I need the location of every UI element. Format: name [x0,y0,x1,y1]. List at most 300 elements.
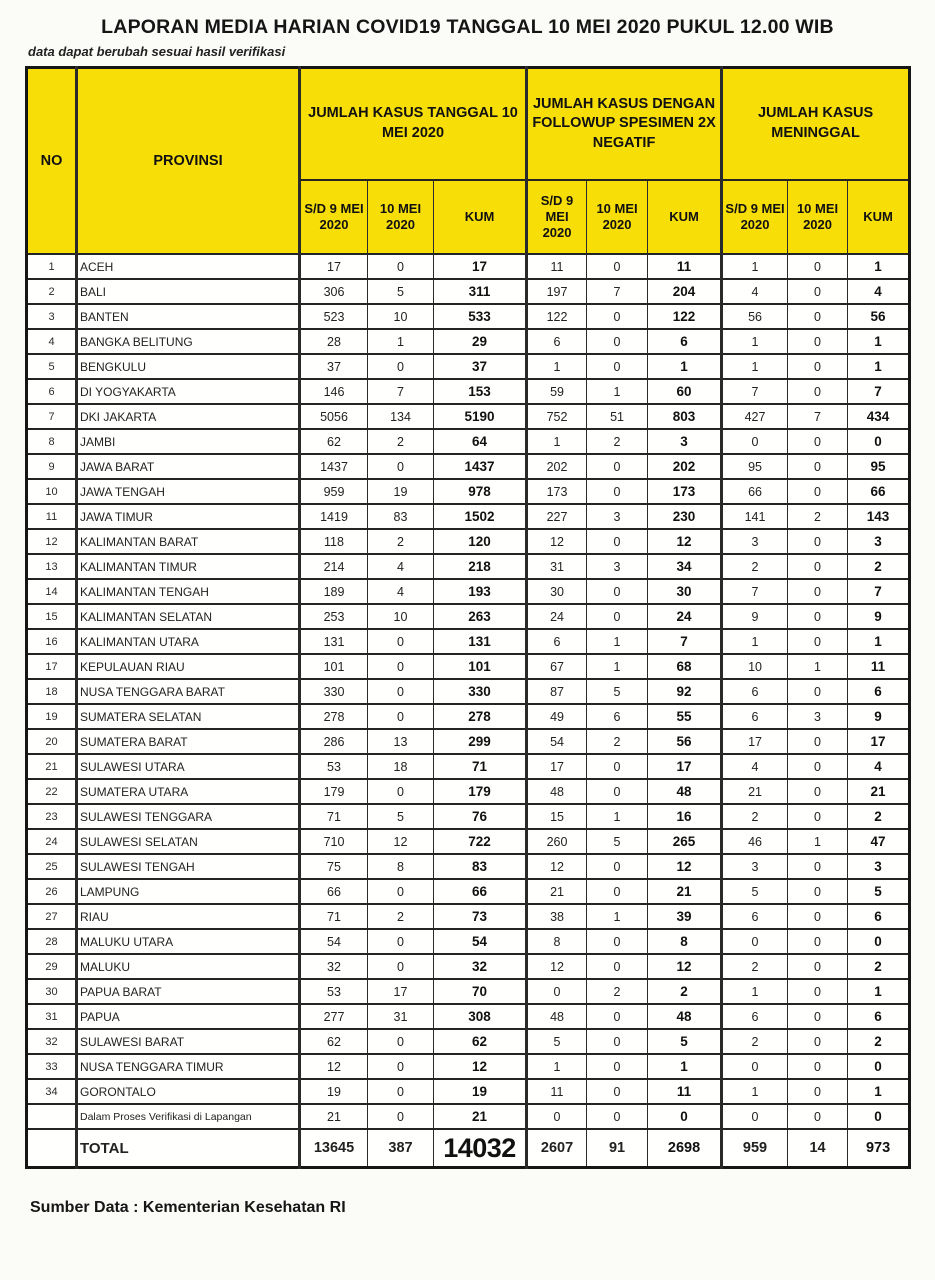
cell-value: 21 [648,879,722,904]
cell-value: 0 [368,254,434,279]
table-row [27,429,910,454]
table-row [27,504,910,529]
cell-value: 83 [368,504,434,529]
cell-value: 0 [788,479,848,504]
cell-value: 9 [722,604,788,629]
cell-value: 6 [722,704,788,729]
cell-value: 0 [587,1054,648,1079]
cell-value: 21 [527,879,587,904]
cell-value: 0 [788,904,848,929]
cell-value: 118 [300,529,368,554]
cell-value: 265 [648,829,722,854]
cell-value: 299 [434,729,527,754]
cell-no: 34 [27,1079,77,1104]
table-row [27,704,910,729]
cell-provinsi: RIAU [77,904,300,929]
table-row [27,929,910,954]
cell-value: 0 [368,629,434,654]
cell-value: 2 [722,804,788,829]
table-row [27,329,910,354]
table-row [27,379,910,404]
cell-value: 11 [527,1079,587,1104]
cell-value: 0 [527,1104,587,1129]
cell-no: 25 [27,854,77,879]
cell-value: 0 [788,379,848,404]
cell-value: 0 [587,604,648,629]
cell-no: 3 [27,304,77,329]
cell-value: 7 [368,379,434,404]
cell-value: 122 [648,304,722,329]
cell-value: 0 [788,579,848,604]
cell-no: 24 [27,829,77,854]
cell-value: 0 [368,929,434,954]
cell-value: 11 [648,254,722,279]
total-label: TOTAL [77,1129,300,1168]
cell-no: 21 [27,754,77,779]
cell-value: 2 [368,529,434,554]
cell-value: 4 [722,754,788,779]
cell-value: 7 [788,404,848,429]
cell-value: 95 [848,454,910,479]
cell-provinsi: SULAWESI TENGAH [77,854,300,879]
cell-value: 0 [368,454,434,479]
cell-provinsi: KEPULAUAN RIAU [77,654,300,679]
page-subtitle: data dapat berubah sesuai hasil verifikasi [28,44,286,59]
cell-provinsi: SULAWESI BARAT [77,1029,300,1054]
cell-value: 0 [788,554,848,579]
cell-value: 1 [722,354,788,379]
cell-value: 4 [848,279,910,304]
cell-value: 6 [587,704,648,729]
cell-value: 14 [788,1129,848,1168]
subheader-sd9-followup: S/D 9 MEI 2020 [527,180,587,254]
table-row [27,754,910,779]
cell-value: 0 [788,929,848,954]
cell-value: 0 [788,429,848,454]
cell-value: 173 [527,479,587,504]
cell-value: 1 [587,904,648,929]
table-body [27,254,910,1168]
cell-value: 1 [527,354,587,379]
table-row [27,1029,910,1054]
cell-value: 1 [648,354,722,379]
subheader-sd9-meninggal: S/D 9 MEI 2020 [722,180,788,254]
cell-value: 0 [587,1029,648,1054]
cell-value: 71 [300,804,368,829]
cell-value: 1 [788,829,848,854]
cell-provinsi: PAPUA [77,1004,300,1029]
cell-value: 0 [587,579,648,604]
cell-no: 1 [27,254,77,279]
cell-value: 5 [368,804,434,829]
cell-value: 70 [434,979,527,1004]
cell-provinsi: KALIMANTAN UTARA [77,629,300,654]
cell-value: 141 [722,504,788,529]
cell-value: 3 [848,529,910,554]
cell-value: 286 [300,729,368,754]
cell-value: 214 [300,554,368,579]
cell-value: 11 [648,1079,722,1104]
cell-provinsi: SULAWESI SELATAN [77,829,300,854]
cell-value: 710 [300,829,368,854]
cell-value: 47 [848,829,910,854]
cell-value: 8 [527,929,587,954]
table-row [27,354,910,379]
cell-value: 0 [587,329,648,354]
cell-provinsi: MALUKU [77,954,300,979]
cell-value: 0 [368,879,434,904]
cell-value: 7 [848,379,910,404]
cell-no: 27 [27,904,77,929]
cell-value: 0 [848,1104,910,1129]
cell-value: 146 [300,379,368,404]
cell-value: 1 [848,354,910,379]
cell-value: 56 [722,304,788,329]
cell-value: 179 [434,779,527,804]
cell-value: 2 [722,554,788,579]
cell-value: 7 [722,579,788,604]
cell-value: 2 [587,979,648,1004]
cell-value: 31 [368,1004,434,1029]
cell-value: 10 [368,604,434,629]
cell-value: 0 [587,879,648,904]
cell-value: 6 [848,904,910,929]
table-row [27,954,910,979]
cell-value: 0 [788,254,848,279]
cell-value: 143 [848,504,910,529]
cell-provinsi: JAWA BARAT [77,454,300,479]
cell-value: 12 [300,1054,368,1079]
source-note: Sumber Data : Kementerian Kesehatan RI [30,1199,346,1216]
cell-value: 5190 [434,404,527,429]
header-group-meninggal: JUMLAH KASUS MENINGGAL [722,68,910,181]
cell-value: 5 [848,879,910,904]
cell-value: 12 [648,529,722,554]
cell-value: 0 [788,679,848,704]
cell-value: 2 [368,429,434,454]
cell-value: 0 [788,1079,848,1104]
cell-value: 7 [648,629,722,654]
cell-value: 218 [434,554,527,579]
cell-value: 1 [848,254,910,279]
cell-value: 5 [368,279,434,304]
cell-value: 1437 [300,454,368,479]
cell-value: 227 [527,504,587,529]
cell-value: 5 [527,1029,587,1054]
cell-value: 427 [722,404,788,429]
cell-value: 0 [788,979,848,1004]
cell-value: 1 [587,379,648,404]
cell-value: 16 [648,804,722,829]
cell-no: 26 [27,879,77,904]
cell-no: 33 [27,1054,77,1079]
cell-value: 6 [848,1004,910,1029]
total-row [27,1129,910,1168]
cell-value: 68 [648,654,722,679]
cell-value: 253 [300,604,368,629]
header-group-kasus: JUMLAH KASUS TANGGAL 10 MEI 2020 [300,68,527,181]
cell-provinsi: NUSA TENGGARA TIMUR [77,1054,300,1079]
cell-value: 197 [527,279,587,304]
cell-value: 0 [368,704,434,729]
cell-value: 134 [368,404,434,429]
cell-value: 179 [300,779,368,804]
cell-no [27,1104,77,1129]
cell-no: 29 [27,954,77,979]
cell-value: 0 [722,1104,788,1129]
cell-value: 87 [527,679,587,704]
cell-value: 5 [587,679,648,704]
cell-value: 1 [722,1079,788,1104]
table-row [27,1054,910,1079]
cell-value: 306 [300,279,368,304]
cell-no: 13 [27,554,77,579]
cell-value: 0 [587,479,648,504]
cell-value: 3 [722,854,788,879]
cell-value: 1502 [434,504,527,529]
cell-value: 0 [722,429,788,454]
table-row [27,804,910,829]
cell-value: 1 [848,979,910,1004]
cell-value: 308 [434,1004,527,1029]
cell-no: 15 [27,604,77,629]
header-provinsi: PROVINSI [77,68,300,255]
cell-value: 46 [722,829,788,854]
cell-value: 17 [648,754,722,779]
table-row [27,979,910,1004]
cell-value: 278 [434,704,527,729]
cell-value: 1437 [434,454,527,479]
cell-value: 24 [527,604,587,629]
cell-value: 15 [527,804,587,829]
cell-provinsi: JAWA TIMUR [77,504,300,529]
cell-value: 6 [648,329,722,354]
cell-value: 75 [300,854,368,879]
cell-value: 260 [527,829,587,854]
cell-value: 37 [434,354,527,379]
cell-value: 204 [648,279,722,304]
subheader-kum-kasus: KUM [434,180,527,254]
cell-value: 120 [434,529,527,554]
table-row [27,879,910,904]
cell-provinsi: SUMATERA SELATAN [77,704,300,729]
cell-value: 202 [648,454,722,479]
cell-value: 2 [848,554,910,579]
cell-provinsi: JAWA TENGAH [77,479,300,504]
cell-value: 0 [368,654,434,679]
table-row [27,629,910,654]
subheader-10mei-kasus: 10 MEI 2020 [368,180,434,254]
cell-value: 2 [368,904,434,929]
cell-value: 230 [648,504,722,529]
cell-no: 31 [27,1004,77,1029]
cell-value: 189 [300,579,368,604]
cell-value: 17 [722,729,788,754]
cell-value: 14032 [434,1129,527,1168]
cell-value: 0 [368,1029,434,1054]
cell-value: 2 [848,804,910,829]
cell-value: 31 [527,554,587,579]
cell-value: 19 [434,1079,527,1104]
cell-provinsi: BENGKULU [77,354,300,379]
cell-value: 0 [368,1079,434,1104]
cell-value: 30 [527,579,587,604]
cell-value: 66 [434,879,527,904]
cell-value: 0 [527,979,587,1004]
cell-value: 0 [587,304,648,329]
cell-no: 17 [27,654,77,679]
cell-value: 533 [434,304,527,329]
cell-value: 8 [648,929,722,954]
cell-value: 0 [788,604,848,629]
cell-no: 12 [27,529,77,554]
header-group-followup: JUMLAH KASUS DENGAN FOLLOWUP SPESIMEN 2X NEGATIF [527,68,722,181]
cell-value: 62 [300,1029,368,1054]
cell-no: 32 [27,1029,77,1054]
cell-value: 0 [587,1104,648,1129]
cell-value: 101 [434,654,527,679]
cell-value: 1 [587,804,648,829]
cell-value: 12 [648,854,722,879]
cell-value: 0 [788,954,848,979]
cell-value: 10 [368,304,434,329]
cell-value: 76 [434,804,527,829]
cell-value: 0 [788,304,848,329]
cell-value: 1 [848,1079,910,1104]
cell-value: 1 [587,654,648,679]
group-header-row [27,68,910,181]
cell-value: 21 [722,779,788,804]
cell-no: 14 [27,579,77,604]
table-row [27,1004,910,1029]
cell-value: 19 [300,1079,368,1104]
cell-value: 53 [300,754,368,779]
cell-no: 28 [27,929,77,954]
cell-value: 48 [648,1004,722,1029]
covid-report-table [25,66,911,1169]
subheader-sd9-kasus: S/D 9 MEI 2020 [300,180,368,254]
cell-value: 48 [648,779,722,804]
cell-value: 523 [300,304,368,329]
cell-value: 0 [722,929,788,954]
cell-no: 4 [27,329,77,354]
table-row [27,529,910,554]
cell-value: 0 [848,929,910,954]
cell-value: 1 [848,629,910,654]
table-row [27,279,910,304]
cell-value: 39 [648,904,722,929]
cell-value: 2 [587,429,648,454]
cell-provinsi: BANTEN [77,304,300,329]
cell-value: 19 [368,479,434,504]
cell-value: 7 [587,279,648,304]
table-row [27,554,910,579]
cell-value: 0 [587,854,648,879]
cell-value: 3 [587,554,648,579]
cell-value: 64 [434,429,527,454]
table-row [27,679,910,704]
cell-value: 3 [848,854,910,879]
cell-provinsi: DKI JAKARTA [77,404,300,429]
cell-value: 54 [434,929,527,954]
subheader-kum-meninggal: KUM [848,180,910,254]
cell-value: 0 [788,1004,848,1029]
cell-value: 6 [527,329,587,354]
table-row [27,604,910,629]
cell-value: 2 [587,729,648,754]
cell-value: 0 [788,779,848,804]
table-row [27,779,910,804]
cell-value: 11 [527,254,587,279]
cell-value: 978 [434,479,527,504]
cell-value: 0 [587,354,648,379]
cell-value: 12 [368,829,434,854]
table-row [27,254,910,279]
cell-value: 56 [848,304,910,329]
subheader-10mei-meninggal: 10 MEI 2020 [788,180,848,254]
cell-value: 277 [300,1004,368,1029]
cell-value: 12 [527,529,587,554]
cell-value: 21 [848,779,910,804]
cell-no: 2 [27,279,77,304]
cell-value: 71 [434,754,527,779]
cell-value: 5 [722,879,788,904]
cell-provinsi: BANGKA BELITUNG [77,329,300,354]
cell-value: 0 [368,354,434,379]
cell-value: 0 [788,879,848,904]
cell-provinsi: NUSA TENGGARA BARAT [77,679,300,704]
cell-value: 5 [648,1029,722,1054]
cell-value: 6 [722,679,788,704]
cell-value: 56 [648,729,722,754]
cell-no: 7 [27,404,77,429]
cell-value: 53 [300,979,368,1004]
table-row [27,729,910,754]
cell-value: 3 [648,429,722,454]
cell-value: 29 [434,329,527,354]
cell-value: 67 [527,654,587,679]
cell-value: 17 [300,254,368,279]
cell-value: 12 [648,954,722,979]
cell-value: 278 [300,704,368,729]
cell-value: 263 [434,604,527,629]
cell-provinsi: Dalam Proses Verifikasi di Lapangan [77,1104,300,1129]
cell-value: 5 [587,829,648,854]
cell-provinsi: KALIMANTAN TENGAH [77,579,300,604]
cell-value: 62 [300,429,368,454]
cell-value: 83 [434,854,527,879]
table-row [27,304,910,329]
cell-no: 5 [27,354,77,379]
cell-value: 92 [648,679,722,704]
cell-value: 24 [648,604,722,629]
cell-value: 101 [300,654,368,679]
cell-value: 6 [527,629,587,654]
cell-no: 20 [27,729,77,754]
cell-value: 1 [722,329,788,354]
cell-value: 66 [722,479,788,504]
cell-value: 0 [368,1054,434,1079]
cell-value: 0 [788,1104,848,1129]
cell-value: 0 [587,1079,648,1104]
cell-value: 434 [848,404,910,429]
cell-value: 1419 [300,504,368,529]
cell-value: 9 [848,704,910,729]
cell-value: 0 [788,354,848,379]
subheader-kum-followup: KUM [648,180,722,254]
cell-provinsi: SUMATERA UTARA [77,779,300,804]
cell-value: 2 [848,1029,910,1054]
